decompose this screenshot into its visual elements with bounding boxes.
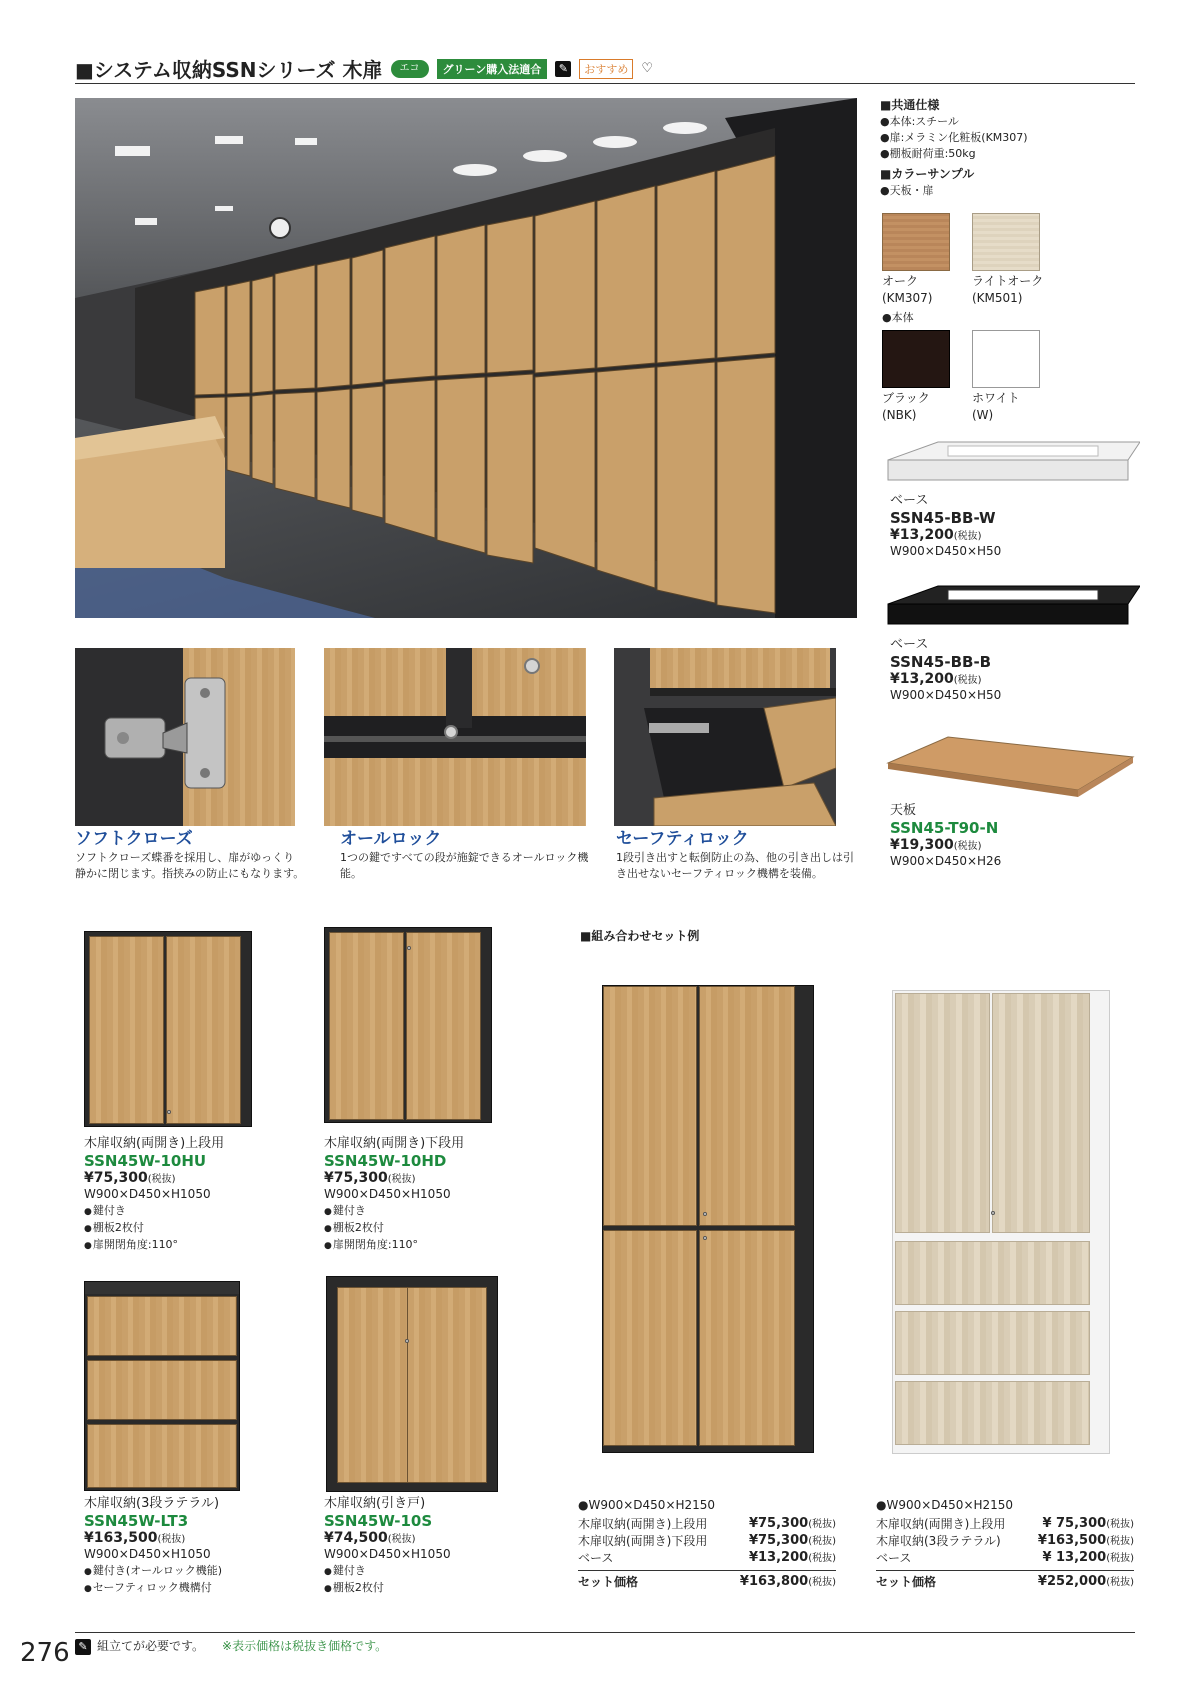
- base-black-image: [878, 584, 1140, 636]
- model-number: SSN45-T90-N: [890, 819, 999, 837]
- feature-title: オールロック: [340, 829, 442, 849]
- feature-description: 1つの鍵ですべての段が施錠できるオールロック機能。: [340, 851, 589, 880]
- product-10hd: [324, 1135, 544, 1254]
- spec-bullet: ● 鍵付き: [324, 1563, 544, 1580]
- spec-item: ●本体:スチール: [880, 115, 959, 128]
- swatch-oak: [882, 213, 950, 271]
- feature-description: 1段引き出すと転倒防止の為、他の引き出しは引き出せないセーフティロック機構を装備。: [616, 851, 854, 880]
- top-board-image: [878, 735, 1140, 805]
- set-line: 木扉収納(3段ラテラル) ¥163,500(税抜): [876, 1533, 1134, 1548]
- page-header: [75, 54, 1135, 84]
- feature-title: ソフトクローズ: [75, 829, 193, 849]
- spec-bullet: ● セーフティロック機構付: [84, 1580, 304, 1597]
- set-size: ●W900×D450×H2150: [578, 1498, 716, 1512]
- spec-bullet: ● 鍵付き(オールロック機能): [84, 1563, 304, 1580]
- page-number: 276: [20, 1638, 70, 1668]
- set-example-2: [876, 1497, 1134, 1591]
- product-name: 木扉収納(3段ラテラル): [84, 1496, 220, 1511]
- price: ¥13,200(税抜): [890, 527, 982, 543]
- swatch-black: [882, 330, 950, 388]
- set-line: ベース ¥ 13,200(税抜): [876, 1550, 1134, 1565]
- spec-bullet: ● 棚板2枚付: [84, 1220, 304, 1237]
- footer-rule: [75, 1632, 1135, 1633]
- swatch-label: ホワイト (W): [972, 391, 1020, 422]
- feature-all-lock: [340, 828, 592, 882]
- set-example-heading: ■組み合わせセット例: [580, 929, 700, 943]
- size: W900×D450×H1050: [84, 1187, 211, 1201]
- top-door-label: ●天板・扉: [880, 184, 934, 197]
- spec-item: ●棚板耐荷重:50kg: [880, 147, 976, 160]
- feature-photo-safety-lock: [614, 648, 836, 826]
- accessory-top-board: 天板 SSN45-T90-N ¥19,300(税抜) W900×D450×H26: [890, 803, 1002, 868]
- set-line: 木扉収納(両開き)上段用 ¥ 75,300(税抜): [876, 1516, 1134, 1531]
- feature-title: セーフティロック: [616, 829, 749, 849]
- product-lt3: [84, 1495, 304, 1597]
- set-line: ベース ¥13,200(税抜): [578, 1550, 836, 1565]
- price: ¥75,300(税抜): [324, 1170, 416, 1186]
- price: ¥163,500(税抜): [84, 1530, 186, 1546]
- color-sample-heading: ■カラーサンプル: [880, 167, 975, 181]
- footer-notes: [75, 1638, 387, 1655]
- spec-item: ●扉:メラミン化粧板(KM307): [880, 131, 1028, 144]
- set-total: セット価格 ¥252,000(税抜): [876, 1570, 1134, 1591]
- main-photo: [75, 98, 857, 618]
- green-purchase-badge: グリーン購入法適合: [437, 59, 548, 79]
- size: W900×D450×H1050: [84, 1547, 211, 1561]
- swatch-label: ブラック (NBK): [882, 391, 930, 422]
- set-size: ●W900×D450×H2150: [876, 1498, 1014, 1512]
- set-line: 木扉収納(両開き)下段用 ¥75,300(税抜): [578, 1533, 836, 1548]
- product-10hu: [84, 1135, 304, 1254]
- spec-bullet: ● 扉開閉角度:110°: [84, 1237, 304, 1254]
- cabinet-lt3-image: [84, 1281, 240, 1491]
- assembly-icon: ✎: [555, 61, 571, 77]
- set-cabinet-1-image: [602, 985, 814, 1453]
- eco-icon: エコ: [391, 60, 429, 78]
- price: ¥13,200(税抜): [890, 671, 982, 687]
- swatch-label: ライトオーク (KM501): [972, 274, 1044, 305]
- feature-photo-all-lock: [324, 648, 586, 826]
- model-number: SSN45W-LT3: [84, 1512, 189, 1530]
- spec-bullet: ● 鍵付き: [324, 1203, 544, 1220]
- product-10s: [324, 1495, 544, 1597]
- feature-soft-close: [75, 828, 305, 882]
- cabinet-10s-image: [326, 1276, 498, 1492]
- swatch-light-oak: [972, 213, 1040, 271]
- common-specs: [880, 97, 1140, 199]
- assembly-note: 組立てが必要です。: [97, 1639, 205, 1653]
- page-title: ■システム収納SSNシリーズ 木扉: [75, 58, 383, 82]
- model-number: SSN45-BB-B: [890, 653, 992, 671]
- tax-note: ※表示価格は税抜き価格です。: [222, 1639, 388, 1653]
- assembly-icon: ✎: [75, 1639, 91, 1655]
- accessory-base-white: ベース SSN45-BB-W ¥13,200(税抜) W900×D450×H50: [890, 493, 1002, 558]
- price: ¥19,300(税抜): [890, 837, 982, 853]
- feature-photo-soft-close: [75, 648, 295, 826]
- price: ¥74,500(税抜): [324, 1530, 416, 1546]
- model-number: SSN45W-10S: [324, 1512, 433, 1530]
- feature-safety-lock: [616, 828, 861, 882]
- spec-bullet: ● 棚板2枚付: [324, 1220, 544, 1237]
- swatch-label: オーク (KM307): [882, 274, 933, 305]
- office-storage-photo: [75, 98, 857, 618]
- product-name: 木扉収納(両開き)下段用: [324, 1136, 465, 1151]
- feature-description: ソフトクローズ蝶番を採用し、扉がゆっくり静かに閉じます。指挟みの防止にもなります。: [75, 851, 305, 880]
- set-cabinet-2-image: [892, 990, 1110, 1454]
- specs-heading: ■共通仕様: [880, 98, 940, 112]
- set-line: 木扉収納(両開き)上段用 ¥75,300(税抜): [578, 1516, 836, 1531]
- model-number: SSN45W-10HD: [324, 1152, 447, 1170]
- set-example-1: [578, 1497, 836, 1591]
- base-white-image: [878, 440, 1140, 492]
- product-name: 木扉収納(引き戸): [324, 1496, 426, 1511]
- spec-bullet: ● 棚板2枚付: [324, 1580, 544, 1597]
- product-name: 木扉収納(両開き)上段用: [84, 1136, 225, 1151]
- swatch-white: [972, 330, 1040, 388]
- spec-bullet: ● 鍵付き: [84, 1203, 304, 1220]
- spec-bullet: ● 扉開閉角度:110°: [324, 1237, 544, 1254]
- price: ¥75,300(税抜): [84, 1170, 176, 1186]
- cabinet-10hd-image: [324, 927, 492, 1123]
- heart-icon: ♡: [641, 61, 654, 76]
- cabinet-10hu-image: [84, 931, 252, 1127]
- model-number: SSN45W-10HU: [84, 1152, 207, 1170]
- model-number: SSN45-BB-W: [890, 509, 996, 527]
- body-label: ●本体: [882, 311, 914, 324]
- recommend-badge: おすすめ: [579, 59, 633, 79]
- accessory-base-black: ベース SSN45-BB-B ¥13,200(税抜) W900×D450×H50: [890, 637, 1002, 702]
- size: W900×D450×H1050: [324, 1187, 451, 1201]
- size: W900×D450×H1050: [324, 1547, 451, 1561]
- set-total: セット価格 ¥163,800(税抜): [578, 1570, 836, 1591]
